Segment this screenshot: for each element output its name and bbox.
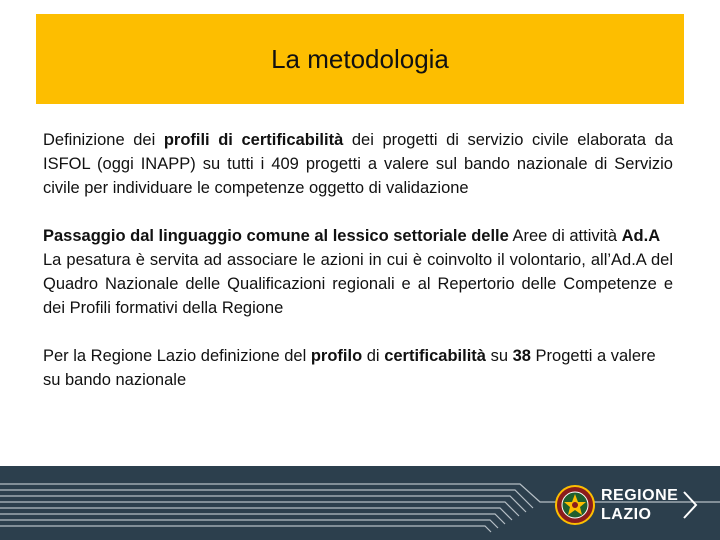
text-run: Aree di attività: [508, 227, 622, 245]
paragraph-passaggio: [43, 224, 673, 248]
regione-lazio-logo: [555, 483, 705, 527]
paragraph-methodology: [43, 128, 673, 200]
bold-run: 38: [512, 347, 531, 365]
bold-run: Passaggio dal linguaggio comune al lessico settoriale delle: [43, 227, 509, 245]
logo-line-1: REGIONE: [601, 487, 679, 504]
text-run: Per la Regione Lazio definizione del: [43, 347, 311, 365]
text-run: dei progetti di servizio civile elaborata da ISFOL (oggi INAPP) su tutti i 409 progetti a valere sul bando nazionale di Servizio civile per individuare le competenze oggetto di validazione: [43, 131, 673, 197]
paragraph-pesatura: La pesatura è servita ad associare le azioni in cui è coinvolto il volontario, all’Ad.A del Quadro Nazionale delle Qualificazioni regionali e al Repertorio delle Competenze e dei Profili formativi della Regione: [43, 251, 673, 317]
bold-run: certificabilità: [384, 347, 486, 365]
logo-wordmark: [601, 486, 678, 524]
text-run: di: [362, 347, 385, 365]
bold-run: profili di certificabilità: [163, 131, 344, 149]
paragraph-regione-lazio: [43, 344, 673, 392]
text-run: su: [485, 347, 513, 365]
bold-run: Ad.A: [621, 227, 661, 245]
logo-line-2: LAZIO: [601, 506, 652, 523]
regione-lazio-emblem-icon: [555, 485, 595, 525]
slide-title: La metodologia: [271, 43, 449, 74]
slide-body: [43, 128, 673, 392]
bold-run: profilo: [310, 347, 363, 365]
logo-chevron-icon: [682, 490, 698, 520]
text-run: Definizione dei: [43, 131, 164, 149]
title-bar: [36, 14, 684, 104]
text-run: Progetti a valere su bando nazionale: [43, 347, 656, 389]
